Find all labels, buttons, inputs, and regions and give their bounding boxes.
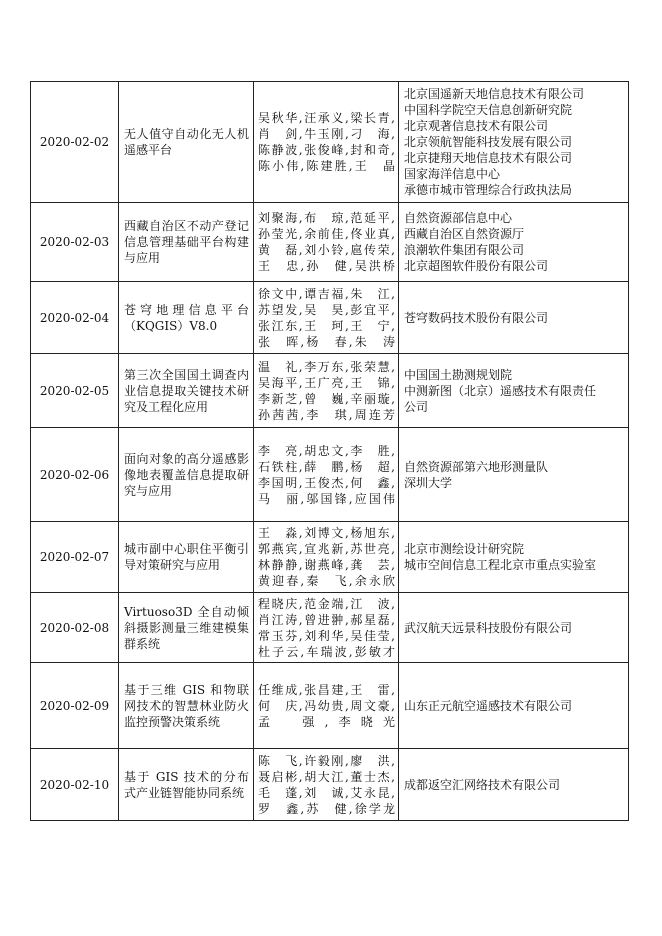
organization-line: 成都返空汇网络技术有限公司 <box>404 777 561 792</box>
date-cell: 2020-02-02 <box>31 82 119 203</box>
table-row <box>31 663 629 749</box>
participants-line: 王 淼,刘博文,杨旭东, <box>258 526 395 540</box>
participants-line: 杜子云,车瑞波,彭敏才 <box>258 644 395 659</box>
participants-line: 任维成,张昌建,王 雷, <box>258 682 395 697</box>
awards-table <box>30 81 629 821</box>
participants-line: 王 忠,孙 健,吴洪桥 <box>258 259 395 273</box>
organizations-cell <box>399 663 629 749</box>
participants-line: 郭燕宾,宣兆新,苏世亮, <box>258 542 395 556</box>
participants-cell <box>254 593 399 663</box>
organization-line: 北京超图软件股份有限公司 <box>404 259 549 273</box>
participants-line: 张江东,王 珂,王 宁, <box>258 318 395 333</box>
participants-line: 罗 鑫,苏 健,徐学龙 <box>258 801 395 816</box>
participants-line: 陈静波,张俊峰,封和奇, <box>258 143 395 157</box>
table-row <box>31 282 629 354</box>
organizations-cell <box>399 522 629 593</box>
project-name-cell: 无人值守自动化无人机遥感平台 <box>119 82 254 203</box>
organization-line: 西藏自治区自然资源厅 <box>404 227 525 241</box>
date-cell: 2020-02-09 <box>31 663 119 749</box>
table-row <box>31 354 629 428</box>
organization-line: 自然资源部第六地形测量队 <box>404 459 549 474</box>
organizations-cell <box>399 749 629 821</box>
organization-line: 中测新图（北京）遥感技术有限责任 <box>404 383 597 398</box>
date-cell: 2020-02-07 <box>31 522 119 593</box>
organizations-cell <box>399 593 629 663</box>
table-row <box>31 82 629 203</box>
organization-line: 北京捷翔天地信息技术有限公司 <box>404 151 573 165</box>
participants-cell <box>254 203 399 282</box>
participants-line: 马 丽,邬国锋,应国伟 <box>258 491 395 506</box>
participants-line: 黄 磊,刘小铃,扈传荣, <box>258 243 395 257</box>
organization-line: 国家海洋信息中心 <box>404 167 501 181</box>
participants-line: 林静静,谢燕峰,龚 芸, <box>258 558 395 572</box>
organization-line: 自然资源部信息中心 <box>404 211 513 225</box>
project-name-cell: 基于三维 GIS 和物联网技术的智慧林业防火监控预警决策系统 <box>119 663 254 749</box>
participants-line: 毛 蓬,刘 诚,艾永昆, <box>258 785 395 800</box>
organization-line: 城市空间信息工程北京市重点实验室 <box>404 558 597 572</box>
participants-cell <box>254 82 399 203</box>
organization-line: 苍穹数码技术股份有限公司 <box>404 310 549 325</box>
participants-line: 孟 强,李晓光 <box>258 714 395 729</box>
organization-line: 浪潮软件集团有限公司 <box>404 243 525 257</box>
organizations-cell <box>399 354 629 428</box>
participants-cell <box>254 428 399 522</box>
date-cell: 2020-02-03 <box>31 203 119 282</box>
organization-line: 北京市测绘设计研究院 <box>404 542 525 556</box>
organization-line: 深圳大学 <box>404 475 453 490</box>
participants-cell <box>254 354 399 428</box>
organization-line: 中国国土勘测规划院 <box>404 367 513 382</box>
table-row <box>31 203 629 282</box>
participants-line: 陈 飞,许毅刚,廖 洪, <box>258 753 395 768</box>
participants-line: 李国明,王俊杰,何 鑫, <box>258 475 395 490</box>
organization-line: 公司 <box>404 399 429 414</box>
participants-line: 聂启彬,胡大江,董士杰, <box>258 769 395 784</box>
table-row <box>31 749 629 821</box>
participants-line: 温 礼,李万东,张荣慧, <box>258 359 395 374</box>
participants-line: 石铁柱,薛 鹏,杨 超, <box>258 459 395 474</box>
date-cell: 2020-02-04 <box>31 282 119 354</box>
organization-line: 中国科学院空天信息创新研究院 <box>404 103 573 117</box>
participants-line: 刘聚海,布 琼,范延平, <box>258 211 395 225</box>
organizations-cell <box>399 82 629 203</box>
project-name-cell: 面向对象的高分遥感影像地表覆盖信息提取研究与应用 <box>119 428 254 522</box>
table-row <box>31 522 629 593</box>
project-name-cell: 西藏自治区不动产登记信息管理基础平台构建与应用 <box>119 203 254 282</box>
organization-line: 武汉航天远景科技股份有限公司 <box>404 620 573 635</box>
participants-line: 常玉芬,刘利华,吴佳莹, <box>258 628 395 643</box>
project-name-cell: 城市副中心职住平衡引导对策研究与应用 <box>119 522 254 593</box>
participants-line: 孙茜茜,李 琪,周连芳 <box>258 407 395 422</box>
participants-line: 肖江涛,曾进翀,郝星磊, <box>258 612 395 627</box>
participants-line: 程晓庆,范金端,江 波, <box>258 596 395 611</box>
participants-line: 李 亮,胡忠文,李 胜, <box>258 443 395 458</box>
participants-line: 何 庆,冯幼贵,周文豪, <box>258 698 395 713</box>
participants-line: 徐文中,谭吉福,朱 江, <box>258 286 395 301</box>
awards-table-body <box>31 82 629 821</box>
date-cell: 2020-02-08 <box>31 593 119 663</box>
participants-line: 陈小伟,陈建胜,王 晶 <box>258 159 395 173</box>
project-name-cell: 第三次全国国土调查内业信息提取关键技术研究及工程化应用 <box>119 354 254 428</box>
participants-cell <box>254 749 399 821</box>
table-row <box>31 593 629 663</box>
organization-line: 北京国遥新天地信息技术有限公司 <box>404 87 585 101</box>
participants-line: 孙莹光,余前佳,佟业真, <box>258 227 395 241</box>
participants-cell <box>254 282 399 354</box>
participants-line: 肖 剑,牛玉刚,刁 海, <box>258 127 395 141</box>
participants-line: 吴海平,王广亮,王 锦, <box>258 375 395 390</box>
organization-line: 承德市城市管理综合行政执法局 <box>404 183 573 197</box>
participants-line: 李新芝,曾 巍,辛丽璇, <box>258 391 395 406</box>
participants-cell <box>254 663 399 749</box>
organizations-cell <box>399 203 629 282</box>
participants-line: 张 晖,杨 春,朱 涛 <box>258 334 395 349</box>
participants-line: 吴秋华,汪承义,梁长青, <box>258 111 395 125</box>
date-cell: 2020-02-10 <box>31 749 119 821</box>
organizations-cell <box>399 282 629 354</box>
participants-line: 苏望发,吴 昊,彭宜平, <box>258 302 395 317</box>
date-cell: 2020-02-06 <box>31 428 119 522</box>
organizations-cell <box>399 428 629 522</box>
organization-line: 北京观著信息技术有限公司 <box>404 119 549 133</box>
project-name-cell: Virtuoso3D 全自动倾斜摄影测量三维建模集群系统 <box>119 593 254 663</box>
organization-line: 山东正元航空遥感技术有限公司 <box>404 698 573 713</box>
participants-cell <box>254 522 399 593</box>
project-name-cell: 苍穹地理信息平台（KQGIS）V8.0 <box>119 282 254 354</box>
table-row <box>31 428 629 522</box>
participants-line: 黄迎春,秦 飞,余永欣 <box>258 574 395 588</box>
project-name-cell: 基于 GIS 技术的分布式产业链智能协同系统 <box>119 749 254 821</box>
organization-line: 北京领航智能科技发展有限公司 <box>404 135 573 149</box>
date-cell: 2020-02-05 <box>31 354 119 428</box>
